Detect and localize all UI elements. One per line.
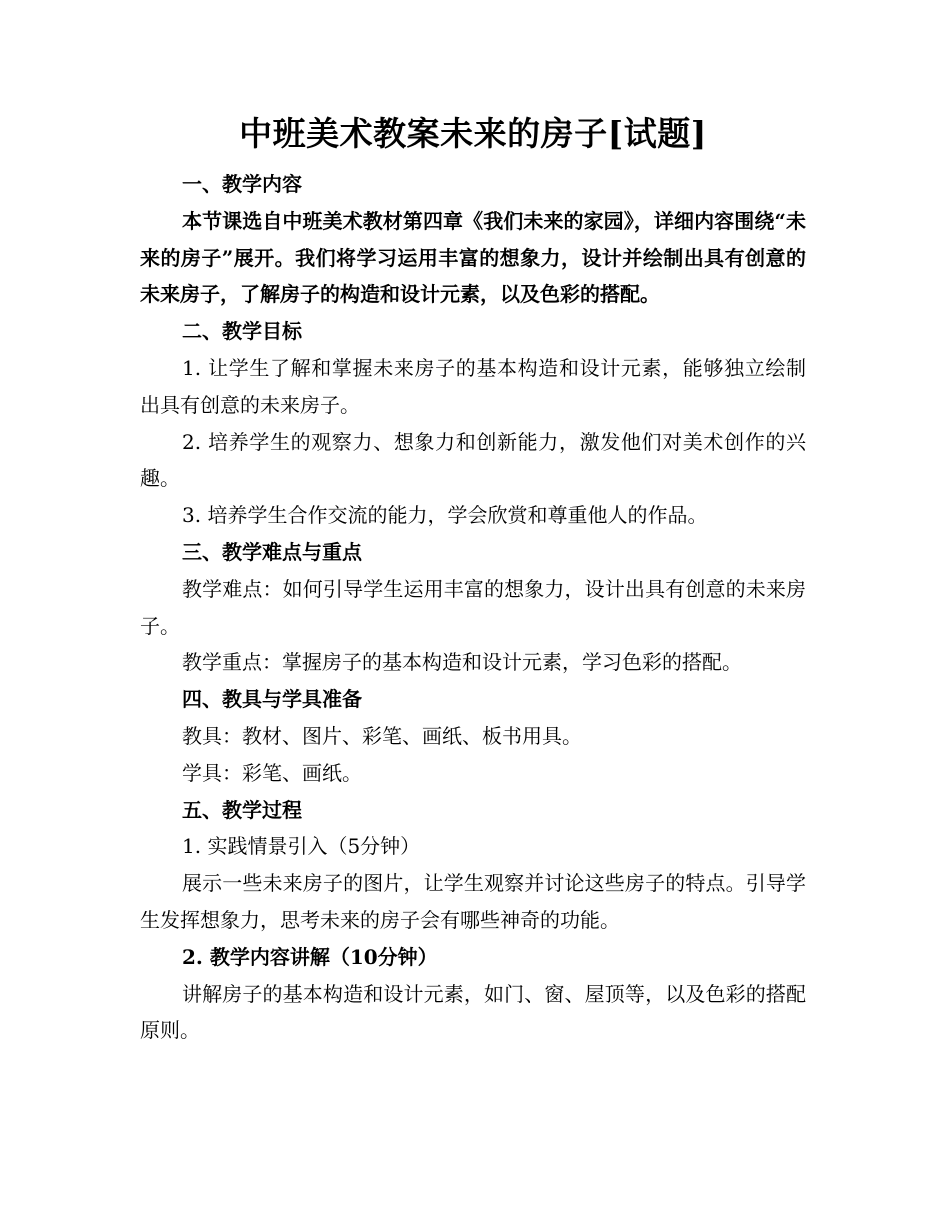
document-title: 中班美术教案未来的房子[试题] bbox=[239, 114, 707, 153]
document-page bbox=[140, 108, 806, 1049]
process-step-2-heading: 2. 教学内容讲解（10分钟） bbox=[182, 944, 438, 969]
section-heading-process: 五、教学过程 bbox=[182, 797, 302, 822]
process-step-1-heading: 1. 实践情景引入（5分钟） bbox=[182, 834, 421, 859]
content-paragraph: 本节课选自中班美术教材第四章《我们未来的家园》，详细内容围绕“未来的房子”展开。我们将学习运用丰富的想象力，设计并绘制出具有创意的未来房子，了解房子的构造和设计元素，以及色彩的搭配。 bbox=[140, 208, 806, 307]
section-heading-difficulties: 三、教学难点与重点 bbox=[182, 539, 362, 564]
learning-aids-paragraph: 学具：彩笔、画纸。 bbox=[182, 760, 362, 785]
process-step-2-paragraph: 讲解房子的基本构造和设计元素，如门、窗、屋顶等，以及色彩的搭配原则。 bbox=[140, 981, 806, 1043]
key-point-paragraph: 教学重点：掌握房子的基本构造和设计元素，学习色彩的搭配。 bbox=[182, 650, 742, 675]
section-heading-materials: 四、教具与学具准备 bbox=[182, 687, 362, 712]
teaching-aids-paragraph: 教具：教材、图片、彩笔、画纸、板书用具。 bbox=[182, 723, 582, 748]
section-heading-content: 一、教学内容 bbox=[182, 172, 302, 196]
objective-item-3: 3. 培养学生合作交流的能力，学会欣赏和尊重他人的作品。 bbox=[182, 503, 708, 528]
section-heading-objectives: 二、教学目标 bbox=[182, 319, 302, 344]
difficulty-paragraph: 教学难点：如何引导学生运用丰富的想象力，设计出具有创意的未来房子。 bbox=[140, 576, 806, 638]
objective-item-2: 2. 培养学生的观察力、想象力和创新能力，激发他们对美术创作的兴趣。 bbox=[140, 429, 806, 491]
objective-item-1: 1. 让学生了解和掌握未来房子的基本构造和设计元素，能够独立绘制出具有创意的未来房子。 bbox=[140, 355, 806, 417]
process-step-1-paragraph: 展示一些未来房子的图片，让学生观察并讨论这些房子的特点。引导学生发挥想象力，思考未来的房子会有哪些神奇的功能。 bbox=[140, 871, 806, 932]
